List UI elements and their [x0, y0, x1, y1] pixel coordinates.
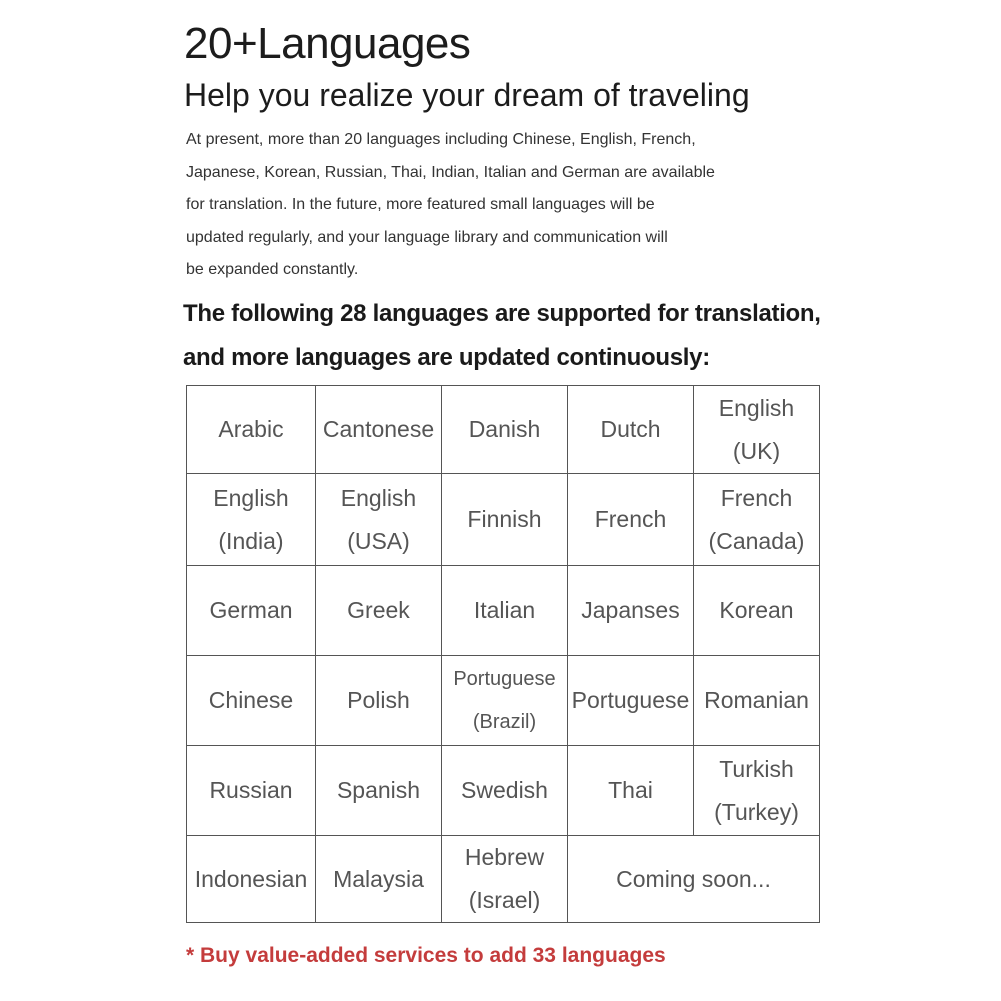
language-label: Arabic: [218, 416, 284, 442]
language-cell: [316, 746, 442, 836]
language-cell: [694, 656, 820, 746]
table-row: [187, 474, 820, 566]
language-label: (Brazil): [472, 710, 537, 733]
coming-soon-cell: [568, 836, 820, 923]
language-cell: [316, 566, 442, 656]
language-label: Korean: [719, 597, 794, 623]
languages-heading: [183, 292, 821, 380]
intro-line: updated regularly, and your language library and communication will: [186, 228, 668, 246]
language-label: (UK): [732, 437, 781, 464]
language-label: Turkish: [719, 755, 794, 782]
language-cell: [568, 566, 694, 656]
language-label: English: [718, 394, 795, 421]
languages-table: [186, 385, 820, 923]
language-cell: [187, 746, 316, 836]
language-label: Cantonese: [322, 416, 435, 442]
language-label: (Canada): [708, 527, 805, 554]
intro-paragraph: [186, 124, 846, 287]
language-cell: [442, 746, 568, 836]
language-label: Dutch: [600, 416, 661, 442]
language-cell: [316, 474, 442, 566]
language-cell: [187, 836, 316, 923]
language-cell: [694, 474, 820, 566]
language-cell: [187, 474, 316, 566]
language-cell: [568, 474, 694, 566]
language-cell: [694, 386, 820, 474]
language-cell: [442, 836, 568, 923]
language-cell: [316, 386, 442, 474]
language-cell: [187, 386, 316, 474]
language-label: Portuguese: [571, 687, 690, 713]
language-label: German: [209, 597, 293, 623]
language-label: French: [720, 484, 793, 511]
language-label: French: [594, 506, 667, 532]
language-label: Thai: [608, 777, 653, 803]
language-label: Polish: [347, 687, 410, 713]
language-cell: [694, 566, 820, 656]
language-cell: [568, 386, 694, 474]
language-label: Romanian: [704, 687, 809, 713]
language-label: (Israel): [468, 887, 541, 913]
table-row: [187, 746, 820, 836]
language-cell: [694, 746, 820, 836]
heading-line: and more languages are updated continuously:: [183, 344, 710, 371]
language-label: (Turkey): [714, 798, 799, 825]
intro-line: for translation. In the future, more featured small languages will be: [186, 196, 655, 213]
language-label: Portuguese: [453, 667, 556, 690]
language-cell: [316, 656, 442, 746]
language-label: Chinese: [208, 687, 294, 713]
table-row: [187, 566, 820, 656]
language-label: Coming soon...: [616, 865, 771, 892]
heading-line: The following 28 languages are supported for translation,: [183, 300, 821, 327]
language-label: Spanish: [336, 777, 421, 803]
language-cell: [187, 656, 316, 746]
language-cell: [568, 746, 694, 836]
language-cell: [187, 566, 316, 656]
language-label: Indonesian: [194, 865, 308, 892]
language-label: Malaysia: [333, 865, 424, 892]
language-cell: [442, 656, 568, 746]
table-row: [187, 386, 820, 474]
intro-line: Japanese, Korean, Russian, Thai, Indian, Italian and German are available: [186, 163, 715, 181]
intro-line: be expanded constantly.: [186, 261, 359, 278]
language-label: English: [340, 484, 417, 511]
language-label: Danish: [468, 416, 541, 442]
page-title: 20+Languages: [184, 19, 471, 68]
language-cell: [568, 656, 694, 746]
language-cell: [316, 836, 442, 923]
intro-line: At present, more than 20 languages including Chinese, English, French,: [186, 131, 696, 148]
language-label: Hebrew: [464, 844, 545, 870]
language-cell: [442, 386, 568, 474]
language-label: Swedish: [461, 777, 548, 803]
language-label: (India): [218, 527, 284, 554]
language-cell: [442, 566, 568, 656]
table-row: [187, 656, 820, 746]
language-label: (USA): [347, 527, 410, 554]
page-subtitle: Help you realize your dream of traveling: [184, 77, 750, 113]
language-label: Italian: [473, 597, 536, 623]
table-row: [187, 836, 820, 923]
language-label: Japanses: [581, 597, 680, 623]
language-label: Finnish: [467, 506, 542, 532]
footnote-note: * Buy value-added services to add 33 languages: [186, 944, 666, 967]
language-cell: [442, 474, 568, 566]
language-label: Greek: [347, 597, 410, 623]
language-label: Russian: [209, 777, 293, 803]
language-label: English: [213, 484, 289, 511]
